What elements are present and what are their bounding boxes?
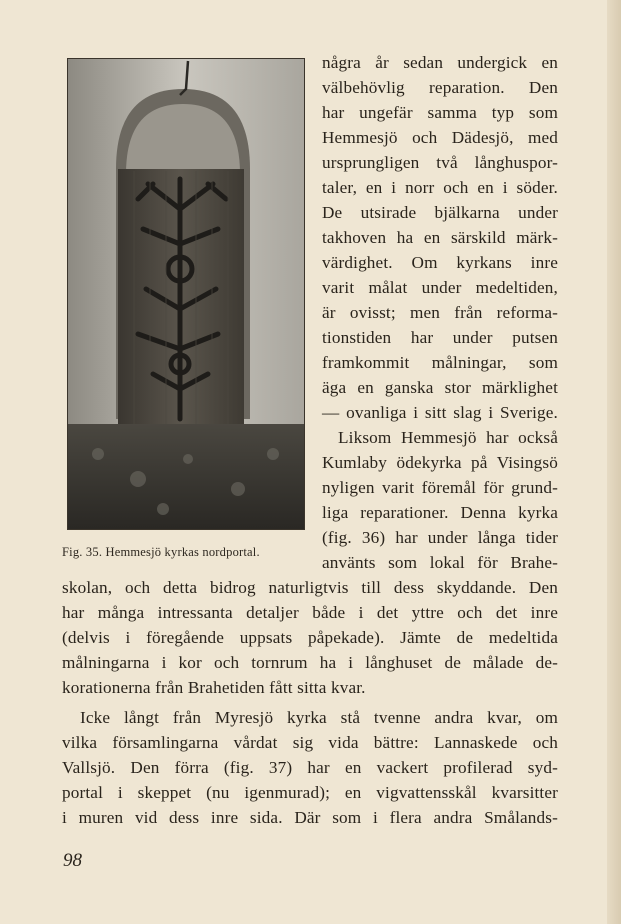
text-line: ursprungligen två långhuspor- — [322, 153, 558, 172]
text-line: (delvis i föregående uppsats påpekade). Jämte de medeltida — [62, 628, 558, 647]
paragraph-first-line: Icke långt från Myresjö kyrka stå tvenne andra kvar, om — [80, 708, 558, 727]
text-line: Hemmesjö och Dädesjö, med — [322, 128, 558, 147]
text-line: använts som lokal för Brahe- — [322, 553, 558, 572]
text-line: takhoven ha en särskild märk- — [322, 228, 558, 247]
text-line: framkommit målningar, som — [322, 353, 558, 372]
text-line: skolan, och detta bidrog naturligtvis till dess skyddande. Den — [62, 578, 558, 597]
text-line: — ovanliga i sitt slag i Sverige. — [322, 403, 558, 422]
text-line: tionstiden har under putsen — [322, 328, 558, 347]
text-line: har många intressanta detaljer både i det yttre och det inre — [62, 603, 558, 622]
text-line: i muren vid dess inre sida. Där som i flera andra Smålands- — [62, 808, 558, 827]
page-number: 98 — [63, 850, 82, 871]
text-line: taler, en i norr och en i söder. — [322, 178, 558, 197]
text-line: är ovisst; men från reforma- — [322, 303, 558, 322]
text-line: portal i skeppet (nu igenmurad); en vigvattensskål kvarsitter — [62, 783, 558, 802]
text-line: äga en ganska stor märklighet — [322, 378, 558, 397]
paragraph-last-line: korationerna från Brahetiden fått sitta kvar. — [62, 678, 366, 697]
text-line: De utsirade bjälkarna under — [322, 203, 558, 222]
text-line: Kumlaby ödekyrka på Visingsö — [322, 453, 558, 472]
figure-photo-church-portal — [67, 58, 305, 530]
page-edge — [607, 0, 621, 924]
text-line: Vallsjö. Den förra (fig. 37) har en vackert profilerad syd- — [62, 758, 558, 777]
figure-caption: Fig. 35. Hemmesjö kyrkas nordportal. — [62, 545, 260, 559]
paragraph-first-line: Liksom Hemmesjö har också — [338, 428, 558, 447]
text-line: (fig. 36) har under långa tider — [322, 528, 558, 547]
text-line: målningarna i kor och tornrum ha i långhuset de målade de- — [62, 653, 558, 672]
text-line: värdighet. Om kyrkans inre — [322, 253, 558, 272]
portal-photo-image — [68, 59, 304, 529]
text-line: liga reparationer. Denna kyrka — [322, 503, 558, 522]
text-line: vilka församlingarna vårdat sig vida bättre: Lannaskede och — [62, 733, 558, 752]
text-line: nyligen varit föremål för grund- — [322, 478, 558, 497]
text-line: några år sedan undergick en — [322, 53, 558, 72]
text-line: varit målat under medeltiden, — [322, 278, 558, 297]
text-line: välbehövlig reparation. Den — [322, 78, 558, 97]
text-line: har ungefär samma typ som — [322, 103, 558, 122]
